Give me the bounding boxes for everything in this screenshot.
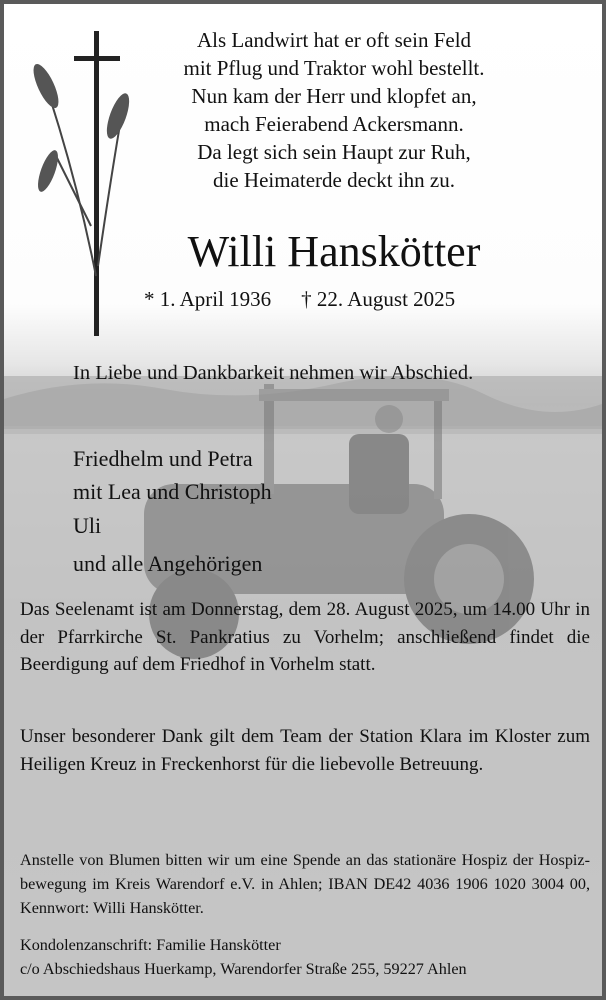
poem-line: Nun kam der Herr und klopfet an, [191,84,477,108]
donation-info: Anstelle von Blumen bitten wir um eine Spende an das stationäre Hospiz der Hospiz-bewegung im Kreis Warendorf e.V. in Ahlen; IBAN DE42 4036 1906 1020 3004 00, Kennwort: Willi Hanskötter. [20,851,590,917]
birth-date: * 1. April 1936 [144,287,272,311]
service-info: Das Seelenamt ist am Donnerstag, dem 28. August 2025, um 14.00 Uhr in der Pfarrkirche St. Pankratius zu Vorhelm; anschließend findet die Beerdigung auf dem Friedhof in Vorhelm statt. [20,599,590,675]
life-dates [144,287,485,312]
condolence-line: c/o Abschiedshaus Huerkamp, Warendorfer Straße 255, 59227 Ahlen [20,960,467,978]
condolence-line: Kondolenzanschrift: Familie Hanskötter [20,936,281,954]
death-date: † 22. August 2025 [301,287,456,311]
poem-line: mach Feierabend Ackersmann. [204,112,464,136]
obituary-card [4,4,602,996]
family-line: mit Lea und Christoph [73,479,272,504]
poem-line: die Heimaterde deckt ihn zu. [213,168,455,192]
family-line: und alle Angehörigen [73,551,263,576]
cross-wheat-icon [16,26,136,346]
family-line: Friedhelm und Petra [73,446,253,471]
family-line: Uli [73,513,102,538]
poem-line: Da legt sich sein Haupt zur Ruh, [197,140,471,164]
condolence-address [20,933,590,981]
thanks-text: Unser besonderer Dank gilt dem Team der Station Klara im Kloster zum Heiligen Kreuz in Freckenhorst für die liebevolle Betreuung. [20,726,590,775]
poem [134,26,534,194]
poem-line: mit Pflug und Traktor wohl bestellt. [183,56,485,80]
poem-line: Als Landwirt hat er oft sein Feld [196,28,472,52]
deceased-name: Willi Hanskötter [187,227,481,276]
farewell-text: In Liebe und Dankbarkeit nehmen wir Abschied. [73,362,474,384]
